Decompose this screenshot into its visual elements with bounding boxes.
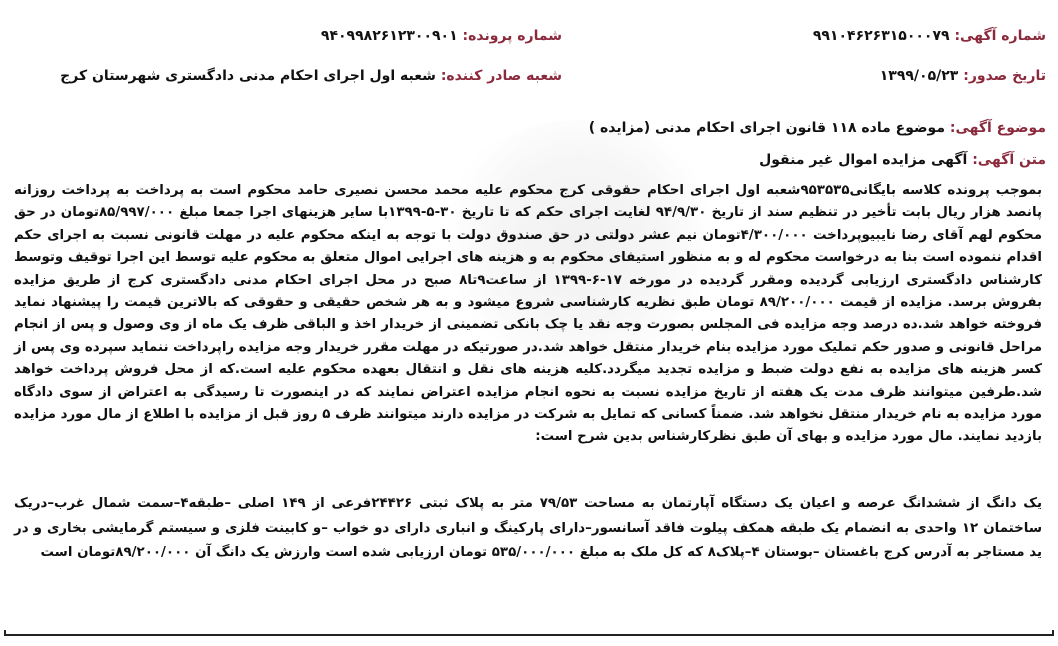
subject-row <box>589 120 1046 136</box>
subject-label: موضوع آگهی: <box>949 120 1046 136</box>
notice-body-paragraph: بموجب پرونده کلاسه بایگانی۹۵۳۵۳۵شعبه اول اجرای احکام حقوقی کرج محکوم علیه محمد محسن نصیری حامد محکوم است به پرداخت به پرداخت روزانه پانصد هزار ریال بابت تأخیر در تنظیم سند از تاریخ ۹۴/۹/۳۰ لغایت اجرای حکم که تا تاریخ ۳۰-۵-۱۳۹۹با سایر هزینهای اجرا جمعا مبلغ ۸۵/۹۹۷/۰۰۰تومان در حق محکوم لهم آقای رضا نایبیوپرداخت ۴/۳۰۰/۰۰۰تومان نیم عشر دولتی در حق صندوق دولت با توجه به اینکه محکوم علیه در مهلت قانونی نسبت به اجرای حکم اقدام ننموده است بنا به درخواست محکوم له و به منظور استیفای محکوم به و هزینه های اجرایی اموال متعلق به محکوم علیه توسط این اجرا توقیف وتوسط کارشناس دادگستری ارزیابی گردیده ومقرر گردیده در مورخه ۱۷-۶-۱۳۹۹ از ساعت۹تا۸ صبح در محل اجرای احکام مدنی دادگستری کرج از طریق مزایده بفروش برسد. مزایده از قیمت ۸۹/۲۰۰/۰۰۰ تومان طبق نظریه کارشناسی شروع میشود و به هر شخص حقیقی و حقوقی که بالاترین قیمت را پیشنهاد نماید فروخته خواهد شد.ده درصد وجه مزایده فی المجلس بصورت وجه نقد یا چک بانکی تضمینی از خریدار اخذ و الباقی ظرف یک ماه از وی وصول و پس از انجام مراحل قانونی و صدور حکم تملیک مورد مزایده بنام خریدار منتقل خواهد شد.در صورتیکه در مهلت مقرر خریدار وجه مزایده راپرداخت ننماید سپرده وی پس از کسر هزینه های مزایده به نفع دولت ضبط و مزایده تجدید میگردد.کلیه هزینه های نقل و انتقال بعهده محکوم علیه است.که از محل فروش پرداخت خواهد شد.طرفین میتوانند ظرف مدت یک هفته از تاریخ مزایده نسبت به نحوه انجام مزایده اعتراض نمایند که در اینصورت تا رسیدگی به اعتراض از سوی دادگاه مورد مزایده به نام خریدار منتقل نخواهد شد. ضمناً کسانی که تمایل به شرکت در مزایده دارند میتوانند ظرف ۵ روز قبل از مزایده با اطلاع از مال مورد مزایده بازدید نمایند. مال مورد مزایده و بهای آن طبق نظرکارشناس بدین شرح است: <box>14 183 1043 445</box>
ad-number-value: ۹۹۱۰۴۶۲۶۳۱۵۰۰۰۷۹ <box>812 28 950 44</box>
issuer-label: شعبه صادر کننده: <box>440 68 562 84</box>
issue-date-row <box>880 68 1046 84</box>
issue-date-value: ۱۳۹۹/۰۵/۲۳ <box>879 68 959 84</box>
ad-number-row <box>813 28 1046 44</box>
subject-value: موضوع ماده ۱۱۸ قانون اجرای احکام مدنی (مزایده ) <box>588 120 945 136</box>
text-title: آگهی مزایده اموال غیر منقول <box>759 152 968 168</box>
text-label: متن آگهی: <box>972 152 1046 168</box>
case-number-row <box>321 28 562 44</box>
ad-number-label: شماره آگهی: <box>954 28 1046 44</box>
case-number-value: ۹۴۰۹۹۸۲۶۱۲۳۰۰۹۰۱ <box>320 28 458 44</box>
text-title-row <box>759 152 1046 168</box>
issue-date-label: تاریخ صدور: <box>963 68 1046 84</box>
bottom-frame-border <box>4 630 1054 636</box>
case-number-label: شماره پرونده: <box>462 28 562 44</box>
issuer-value: شعبه اول اجرای احکام مدنی دادگستری شهرستان کرج <box>60 68 436 84</box>
property-description: یک دانگ از ششدانگ عرصه و اعیان یک دستگاه آپارتمان به مساحت ۷۹/۵۳ متر به پلاک ثبتی ۲۴۴۲۶فرعی از ۱۴۹ اصلی –طبقه۴–سمت شمال غرب–دریک ساختمان ۱۲ واحدی به انضمام یک طبقه همکف پیلوت فاقد آسانسور–دارای پارکینگ و انباری دارای دو خواب –و کابینت فلزی و سیستم گرمایشی بخاری و در ید مستاجر به آدرس کرج باغستان –بوستان ۴–پلاک۸ که کل ملک به مبلغ ۵۳۵/۰۰۰/۰۰۰ تومان ارزیابی شده است وارزش یک دانگ آن ۸۹/۲۰۰/۰۰۰تومان است <box>14 496 1042 560</box>
issuer-row <box>60 68 562 84</box>
